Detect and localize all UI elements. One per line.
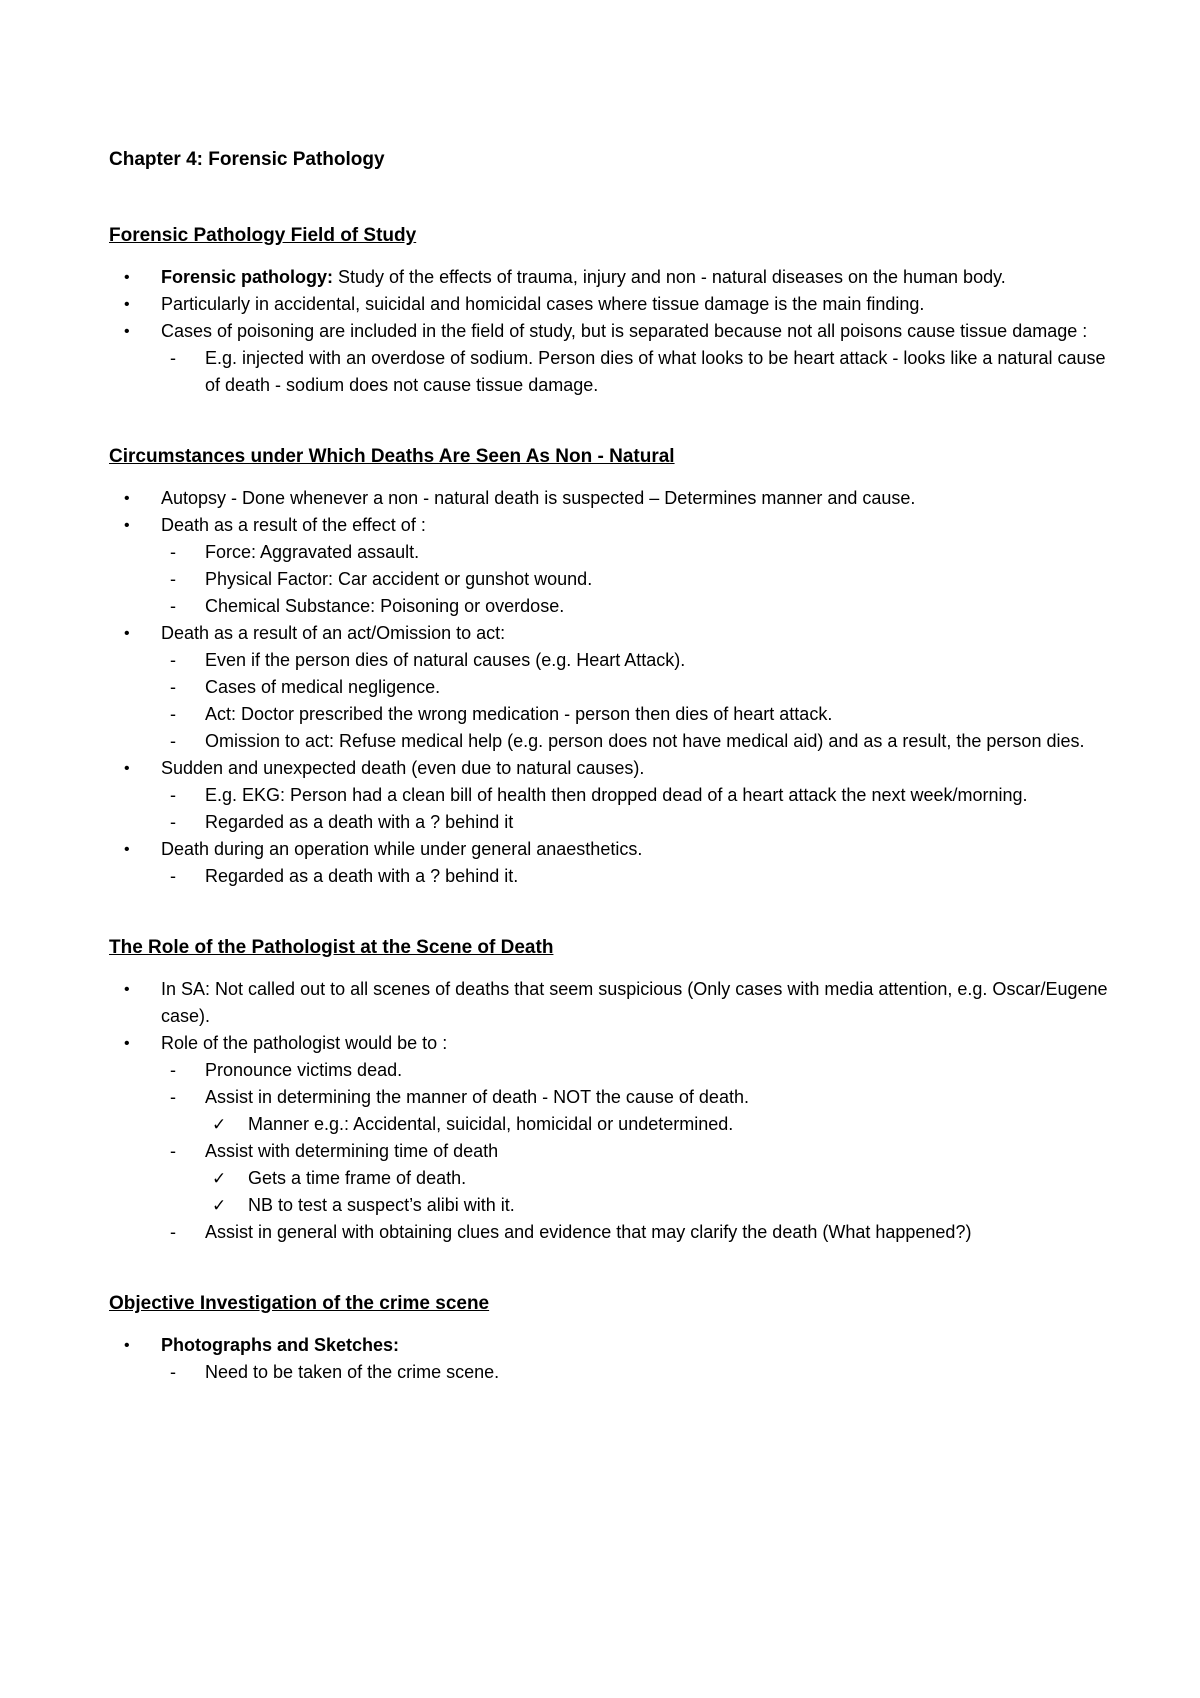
list-item-level-2 [109, 1057, 1109, 1084]
list-item-level-2 [109, 1359, 1109, 1386]
item-text: Cases of poisoning are included in the field of study, but is separated because not all poisons cause tissue damage : [161, 321, 1088, 341]
item-text: Death as a result of the effect of : [161, 515, 426, 535]
list-item-level-1 [109, 318, 1109, 345]
item-text: Assist in determining the manner of death - NOT the cause of death. [205, 1087, 749, 1107]
list-item-level-2 [109, 345, 1109, 399]
dash-marker: - [170, 704, 176, 724]
check-icon: ✓ [212, 1196, 227, 1215]
item-text: In SA: Not called out to all scenes of deaths that seem suspicious (Only cases with media attention, e.g. Oscar/Eugene case). [161, 979, 1108, 1026]
list-item-level-1 [109, 291, 1109, 318]
item-text: Sudden and unexpected death (even due to natural causes). [161, 758, 645, 778]
item-text: Assist with determining time of death [205, 1141, 499, 1161]
list-item-level-1 [109, 264, 1109, 291]
item-term: Photographs and Sketches: [161, 1335, 400, 1355]
item-text: Death as a result of an act/Omission to act: [161, 623, 506, 643]
bullet-marker: • [124, 1337, 130, 1354]
list-item-level-2 [109, 782, 1109, 809]
bullet-marker: • [124, 517, 130, 534]
item-text: Omission to act: Refuse medical help (e.g. person does not have medical aid) and as a result, the person dies. [205, 731, 1085, 751]
bullet-list [109, 976, 1109, 1246]
list-item-level-2 [109, 539, 1109, 566]
item-text: E.g. EKG: Person had a clean bill of health then dropped dead of a heart attack the next week/morning. [205, 785, 1028, 805]
item-text: Regarded as a death with a ? behind it [205, 812, 514, 832]
check-icon: ✓ [212, 1115, 227, 1134]
bullet-marker: • [124, 625, 130, 642]
item-text: NB to test a suspect’s alibi with it. [248, 1195, 515, 1215]
list-item-level-2 [109, 1138, 1109, 1165]
bullet-list [109, 264, 1109, 399]
item-text: Manner e.g.: Accidental, suicidal, homicidal or undetermined. [248, 1114, 734, 1134]
dash-marker: - [170, 1222, 176, 1242]
section [109, 443, 1109, 890]
section [109, 1290, 1109, 1386]
bullet-marker: • [124, 841, 130, 858]
list-item-level-3 [109, 1192, 1109, 1219]
item-term: Forensic pathology: [161, 267, 334, 287]
list-item-level-3 [109, 1165, 1109, 1192]
list-item-level-1 [109, 1332, 1109, 1359]
list-item-level-2 [109, 863, 1109, 890]
section [109, 222, 1109, 399]
sections-container [109, 222, 1109, 1386]
item-text: Role of the pathologist would be to : [161, 1033, 448, 1053]
list-item-level-1 [109, 1030, 1109, 1057]
item-text: Physical Factor: Car accident or gunshot wound. [205, 569, 593, 589]
bullet-list [109, 485, 1109, 890]
dash-marker: - [170, 785, 176, 805]
dash-marker: - [170, 569, 176, 589]
item-text: Gets a time frame of death. [248, 1168, 467, 1188]
check-icon: ✓ [212, 1169, 227, 1188]
dash-marker: - [170, 542, 176, 562]
item-text: Death during an operation while under general anaesthetics. [161, 839, 643, 859]
list-item-level-1 [109, 976, 1109, 1030]
list-item-level-2 [109, 1219, 1109, 1246]
bullet-list [109, 1332, 1109, 1386]
list-item-level-2 [109, 593, 1109, 620]
item-text: Force: Aggravated assault. [205, 542, 420, 562]
section-heading: Objective Investigation of the crime scene [109, 1293, 490, 1314]
bullet-marker: • [124, 981, 130, 998]
list-item-level-1 [109, 512, 1109, 539]
bullet-marker: • [124, 296, 130, 313]
bullet-marker: • [124, 760, 130, 777]
section-heading: The Role of the Pathologist at the Scene of Death [109, 937, 554, 958]
item-text: Regarded as a death with a ? behind it. [205, 866, 519, 886]
list-item-level-2 [109, 701, 1109, 728]
item-text: Particularly in accidental, suicidal and homicidal cases where tissue damage is the main finding. [161, 294, 925, 314]
bullet-marker: • [124, 269, 130, 286]
list-item-level-1 [109, 620, 1109, 647]
chapter-title: Chapter 4: Forensic Pathology [109, 149, 385, 170]
item-text: Study of the effects of trauma, injury and non - natural diseases on the human body. [333, 267, 1006, 287]
item-text: Pronounce victims dead. [205, 1060, 403, 1080]
dash-marker: - [170, 1060, 176, 1080]
dash-marker: - [170, 731, 176, 751]
bullet-marker: • [124, 323, 130, 340]
dash-marker: - [170, 866, 176, 886]
list-item-level-2 [109, 728, 1109, 755]
item-text: Chemical Substance: Poisoning or overdose. [205, 596, 565, 616]
dash-marker: - [170, 1362, 176, 1382]
list-item-level-2 [109, 647, 1109, 674]
dash-marker: - [170, 650, 176, 670]
section-heading: Forensic Pathology Field of Study [109, 225, 417, 246]
document-content [109, 146, 1109, 1430]
bullet-marker: • [124, 490, 130, 507]
list-item-level-2 [109, 674, 1109, 701]
list-item-level-1 [109, 485, 1109, 512]
section [109, 934, 1109, 1246]
item-text: Even if the person dies of natural causes (e.g. Heart Attack). [205, 650, 686, 670]
dash-marker: - [170, 596, 176, 616]
item-text: Need to be taken of the crime scene. [205, 1362, 500, 1382]
dash-marker: - [170, 812, 176, 832]
item-text: E.g. injected with an overdose of sodium. Person dies of what looks to be heart attack - looks like a natural cause of death - sodium does not cause tissue damage. [205, 348, 1106, 395]
item-text: Cases of medical negligence. [205, 677, 441, 697]
bullet-marker: • [124, 1035, 130, 1052]
list-item-level-2 [109, 566, 1109, 593]
dash-marker: - [170, 1141, 176, 1161]
dash-marker: - [170, 348, 176, 368]
item-text: Assist in general with obtaining clues and evidence that may clarify the death (What happened?) [205, 1222, 972, 1242]
section-heading: Circumstances under Which Deaths Are Seen As Non - Natural [109, 446, 675, 467]
list-item-level-1 [109, 836, 1109, 863]
list-item-level-2 [109, 809, 1109, 836]
list-item-level-2 [109, 1084, 1109, 1111]
dash-marker: - [170, 1087, 176, 1107]
item-text: Autopsy - Done whenever a non - natural death is suspected – Determines manner and cause. [161, 488, 916, 508]
item-text: Act: Doctor prescribed the wrong medication - person then dies of heart attack. [205, 704, 833, 724]
dash-marker: - [170, 677, 176, 697]
list-item-level-3 [109, 1111, 1109, 1138]
list-item-level-1 [109, 755, 1109, 782]
